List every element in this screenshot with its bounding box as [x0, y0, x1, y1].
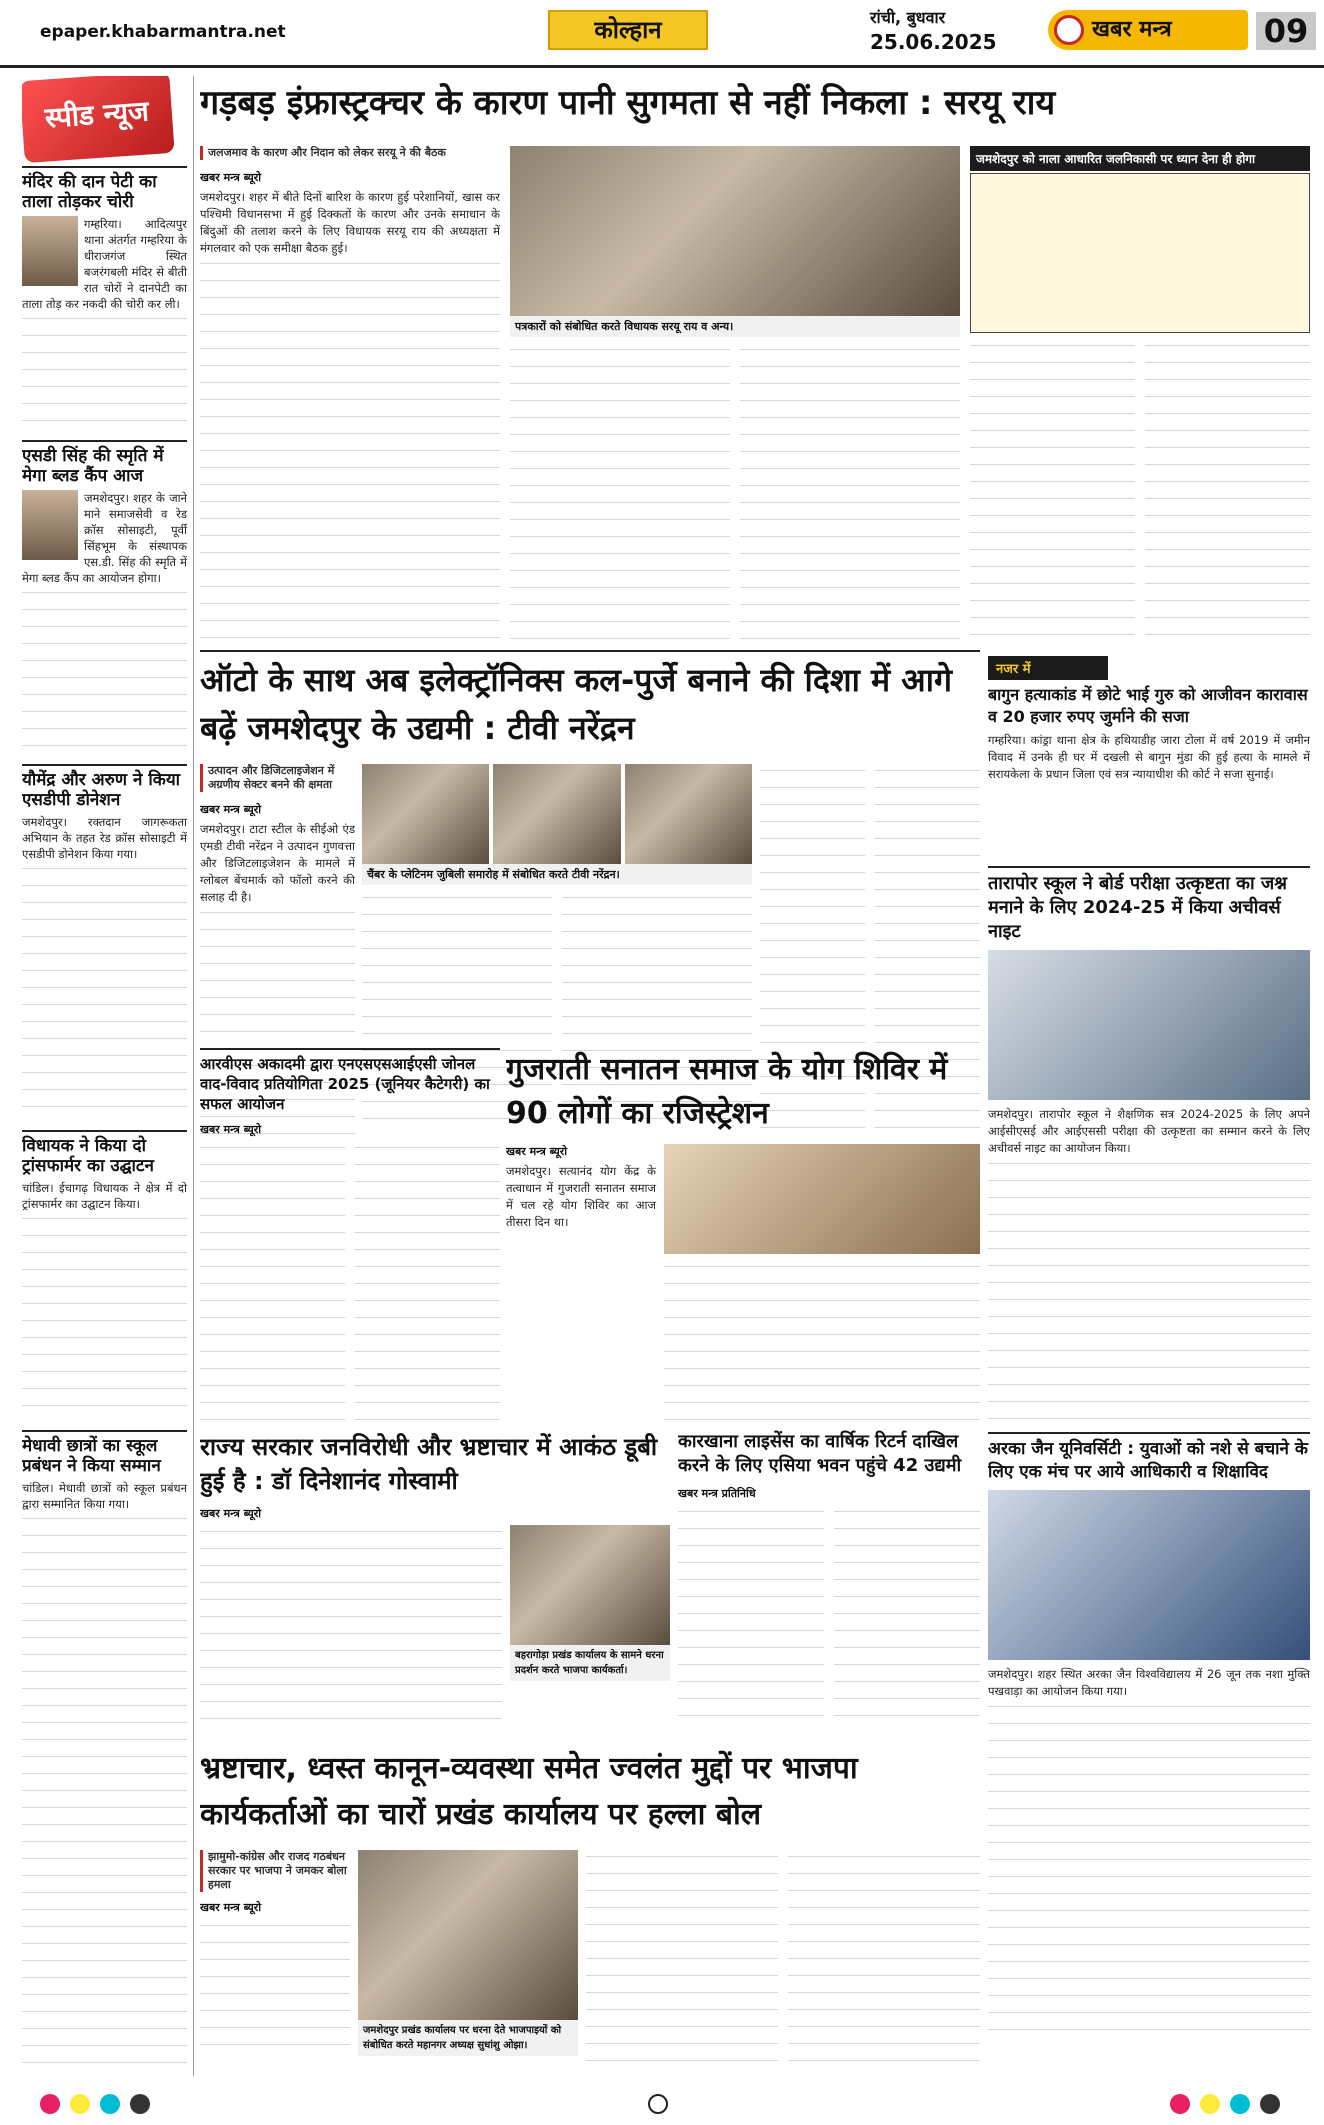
masthead: [0, 0, 1324, 68]
issue-date: 25.06.2025: [870, 30, 997, 54]
gujarati-headline: गुजराती सनातन समाज के योग शिविर में 90 लोगों का रजिस्ट्रेशन: [506, 1052, 948, 1131]
top-story-caption: पत्रकारों को संबोधित करते विधायक सरयू राय व अन्य।: [510, 316, 960, 337]
state-govt-caption: बहरागोड़ा प्रखंड कार्यालय के सामने धरना प्रदर्शन करते भाजपा कार्यकर्ता।: [510, 1645, 670, 1681]
auto-story-headline: ऑटो के साथ अब इलेक्ट्रॉनिक्स कल-पुर्जे बनाने की दिशा में आगे बढ़ें जमशेदपुर के उद्यमी : टीवी नरेंद्रन: [200, 661, 953, 747]
speed-news-badge: स्पीड न्यूज: [22, 76, 175, 163]
arka-text-continued: [988, 1700, 1310, 2040]
bottom-story-kicker: झामुमो-कांग्रेस और राजद गठबंधन सरकार पर भाजपा ने जमकर बोला हमला: [200, 1850, 350, 1892]
protest-photo: [510, 1525, 670, 1645]
debate-story[interactable]: [200, 1048, 500, 1428]
top-story-side: [970, 146, 1310, 646]
achievers-night-photo: [988, 950, 1310, 1100]
brief-text-continued: [22, 862, 187, 1122]
top-story-body: जमशेदपुर। शहर में बीते दिनों बारिश के कारण हुई परेशानियों, खास कर पश्चिमी विधानसभा में हुई दिक्कतों के कारण और उनके समाधान के बिंदुओं की तलाश करने के लिए विधायक सरयू राय की अध्यक्षता में मंगलवार को एक समीक्षा बैठक हुई।: [200, 190, 500, 255]
murder-body: गम्हरिया। कांड्रा थाना क्षेत्र के हथियाडीह जारा टोला में वर्ष 2019 में जमीन विवाद में उनके ही घर में दखली से बागुन मुंडा की हुई हत्या के मामले में सरायकेला के प्रधान जिला एवं सत्र न्यायाधीश की कोर्ट ने सजा सुनाई।: [988, 733, 1310, 781]
city-day: रांची, बुधवार: [870, 8, 946, 27]
brief-5[interactable]: [22, 1430, 187, 2076]
top-story-text-col: [510, 343, 730, 643]
registration-dot: [1200, 2094, 1220, 2114]
top-story-headline: गड़बड़ इंफ्रास्ट्रक्चर के कारण पानी सुगमता से नहीं निकला : सरयू राय: [200, 83, 1056, 123]
logo-text: खबर मन्त्र: [1092, 17, 1172, 42]
arka-story[interactable]: [988, 1432, 1310, 2076]
brief-4[interactable]: [22, 1130, 187, 1422]
arka-body: जमशेदपुर। शहर स्थित अरका जैन विश्वविद्यालय में 26 जून तक नशा मुक्ति पखवाड़ा का आयोजन किया गया।: [988, 1667, 1310, 1698]
brief-text-continued: [22, 1512, 187, 2076]
top-story-kicker: जलजमाव के कारण और निदान को लेकर सरयू ने की बैठक: [200, 146, 500, 160]
brief-body: चांडिल। ईचागढ़ विधायक ने क्षेत्र में दो ट्रांसफार्मर का उद्घाटन किया।: [22, 1181, 187, 1211]
debate-text-col: [200, 1141, 345, 1421]
brief-text-continued: [22, 312, 187, 432]
page-number: 09: [1256, 12, 1316, 50]
side-box-title: जमशेदपुर को नाला आधारित जलनिकासी पर ध्यान देना ही होगा: [970, 146, 1310, 171]
factory-text-col: [678, 1505, 824, 1725]
murder-headline: बागुन हत्याकांड में छोटे भाई गुरु को आजीवन कारावास व 20 हजार रुपए जुर्माने की सजा: [988, 685, 1308, 726]
bottom-story-text-col: [586, 1850, 778, 2076]
top-story-col-1: [200, 146, 500, 646]
arka-headline: अरका जैन यूनिवर्सिटी : युवाओं को नशे से बचाने के लिए एक मंच पर आये आधिकारी व शिक्षाविद: [988, 1432, 1310, 1484]
top-story-text-col: [740, 343, 960, 643]
registration-dot: [1230, 2094, 1250, 2114]
university-event-photo: [988, 1490, 1310, 1660]
gujarati-body: जमशेदपुर। सत्यानंद योग केंद्र के तत्वाधान में गुजराती सनातन समाज में चल रहे योग शिविर का आज तीसरा दिन था।: [506, 1164, 656, 1229]
brief-text-continued: [22, 1212, 187, 1422]
tarapore-text-continued: [988, 1157, 1310, 1426]
press-conference-photo: [510, 146, 960, 316]
debate-headline: आरवीएस अकादमी द्वारा एनएसएसआईएसी जोनल वाद-विवाद प्रतियोगिता 2025 (जूनियर कैटेगरी) का सफल आयोजन: [200, 1048, 500, 1114]
bottom-story-headline: भ्रष्टाचार, ध्वस्त कानून-व्यवस्था समेत ज्वलंत मुद्दों पर भाजपा कार्यकर्ताओं का चारों प्रखंड कार्यालय पर हल्ला बोल: [200, 1751, 858, 1832]
state-govt-byline: खबर मन्त्र ब्यूरो: [200, 1507, 262, 1520]
section-title: कोल्हान: [548, 10, 708, 50]
registration-dot: [70, 2094, 90, 2114]
tarapore-headline: तारापोर स्कूल ने बोर्ड परीक्षा उत्कृष्टता का जश्न मनाने के लिए 2024-25 में किया अचीवर्स नाइट: [988, 866, 1310, 944]
newspaper-logo: [1048, 10, 1248, 50]
temple-photo: [22, 216, 78, 286]
registration-dot: [130, 2094, 150, 2114]
bottom-story-byline: खबर मन्त्र ब्यूरो: [200, 1901, 262, 1914]
gujarati-text-col: [664, 1260, 980, 1420]
brief-headline: मेधावी छात्रों का स्कूल प्रबंधन ने किया सम्मान: [22, 1430, 187, 1476]
bottom-story-caption: जमशेदपुर प्रखंड कार्यालय पर धरना देते भाजपाइयों को संबोधित करते महानगर अध्यक्ष सुधांशु ओझा।: [358, 2020, 578, 2056]
brief-headline: मंदिर की दान पेटी का ताला तोड़कर चोरी: [22, 166, 187, 212]
factory-byline: खबर मन्त्र प्रतिनिधि: [678, 1487, 756, 1500]
stage-photo: [493, 764, 620, 864]
tarapore-story[interactable]: [988, 866, 1310, 1426]
side-box-text: [970, 173, 1310, 333]
bottom-story-body: [200, 1850, 980, 2076]
yoga-photo: [664, 1144, 980, 1254]
state-govt-headline: राज्य सरकार जनविरोधी और भ्रष्टाचार में आकंठ डूबी हुई है : डॉ दिनेशानंद गोस्वामी: [200, 1433, 658, 1495]
portrait-photo: [22, 490, 78, 560]
debate-text-col: [355, 1141, 500, 1421]
registration-dot: [1170, 2094, 1190, 2114]
nazar-tag: नजर में: [988, 656, 1108, 680]
site-url[interactable]: epaper.khabarmantra.net: [40, 22, 286, 42]
bottom-story-text-col: [788, 1850, 980, 2076]
speed-news-column: [22, 76, 194, 2076]
auto-story-caption: चैंबर के प्लेटिनम जुबिली समारोह में संबोधित करते टीवी नरेंद्रन।: [362, 864, 752, 885]
brief-body: जमशेदपुर। रक्तदान जागरूकता अभियान के तहत रेड क्रॉस सोसाइटी में एसडीपी डोनेशन किया गया।: [22, 815, 187, 861]
state-govt-text-col: [200, 1525, 502, 1725]
top-story-text-col: [970, 339, 1135, 646]
crosshair-icon: [648, 2094, 668, 2114]
auto-story-byline: खबर मन्त्र ब्यूरो: [200, 803, 262, 816]
brief-headline: यौमेंद्र और अरुण ने किया एसडीपी डोनेशन: [22, 764, 187, 810]
brief-text-continued: [22, 586, 187, 756]
factory-story[interactable]: [678, 1430, 980, 1740]
print-registration-strip: [0, 2082, 1324, 2125]
award-photo: [362, 764, 489, 864]
bottom-story-headline-wrap[interactable]: [200, 1746, 980, 1846]
speaker-photo: [625, 764, 752, 864]
debate-byline: खबर मन्त्र ब्यूरो: [200, 1123, 262, 1136]
factory-headline: कारखाना लाइसेंस का वार्षिक रिटर्न दाखिल करने के लिए एसिया भवन पहुंचे 42 उद्यमी: [678, 1431, 962, 1476]
auto-story-kicker: उत्पादन और डिजिटलाइजेशन में अग्रणीय सेक्टर बनने की क्षमता: [200, 764, 355, 792]
top-story-byline: खबर मन्त्र ब्यूरो: [200, 171, 262, 184]
brief-headline: विधायक ने किया दो ट्रांसफार्मर का उद्घाटन: [22, 1130, 187, 1176]
gujarati-story[interactable]: [506, 1048, 980, 1428]
auto-story-body: जमशेदपुर। टाटा स्टील के सीईओ एंड एमडी टीवी नरेंद्रन ने उत्पादन गुणवत्ता और डिजिटलाइजेशन के मामले में ग्लोबल बेंचमार्क को फॉलो करने की सलाह दी है।: [200, 822, 355, 904]
murder-story[interactable]: [988, 656, 1310, 860]
auto-story-headline-wrap[interactable]: [200, 656, 980, 758]
factory-text-col: [834, 1505, 980, 1725]
brief-body: चांडिल। मेधावी छात्रों को स्कूल प्रबंधन द्वारा सम्मानित किया गया।: [22, 1481, 187, 1511]
state-govt-story[interactable]: [200, 1430, 670, 1740]
registration-dot: [40, 2094, 60, 2114]
top-story-text-col: [1145, 339, 1310, 646]
top-story-headline-wrap[interactable]: [200, 74, 1308, 142]
brief-3[interactable]: [22, 764, 187, 1122]
brief-headline: एसडी सिंह की स्मृति में मेगा ब्लड कैंप आज: [22, 440, 187, 486]
brief-2[interactable]: [22, 440, 187, 756]
brief-body: गम्हरिया। आदित्यपुर थाना अंतर्गत गम्हरिया के धीराजगंज स्थित बजरंगबली मंदिर से बीती रात चोरों ने दानपेटी का ताला तोड़ कर नकदी की चोरी कर ली।: [22, 217, 187, 311]
logo-icon: [1054, 15, 1084, 45]
brief-1[interactable]: [22, 166, 187, 432]
brief-body: जमशेदपुर। शहर के जाने माने समाजसेवी व रेड क्रॉस सोसाइटी, पूर्वी सिंहभूम के संस्थापक एस.डी. सिंह की स्मृति में मेगा ब्लड कैंप का आयोजन होगा।: [22, 491, 187, 585]
divider: [200, 650, 980, 652]
top-story-col-2: [510, 146, 960, 646]
top-story-text-continued: [200, 257, 500, 646]
registration-dot: [100, 2094, 120, 2114]
tarapore-body: जमशेदपुर। तारापोर स्कूल ने शैक्षणिक सत्र 2024-2025 के लिए अपने आईसीएसई और आईएससी परीक्षा की उत्कृष्टता का सम्मान करने के लिए अचीवर्स नाइट का आयोजन किया।: [988, 1107, 1310, 1155]
dharna-photo: [358, 1850, 578, 2020]
bottom-story-text-col: [200, 1919, 350, 2059]
registration-dot: [1260, 2094, 1280, 2114]
gujarati-byline: खबर मन्त्र ब्यूरो: [506, 1145, 568, 1158]
